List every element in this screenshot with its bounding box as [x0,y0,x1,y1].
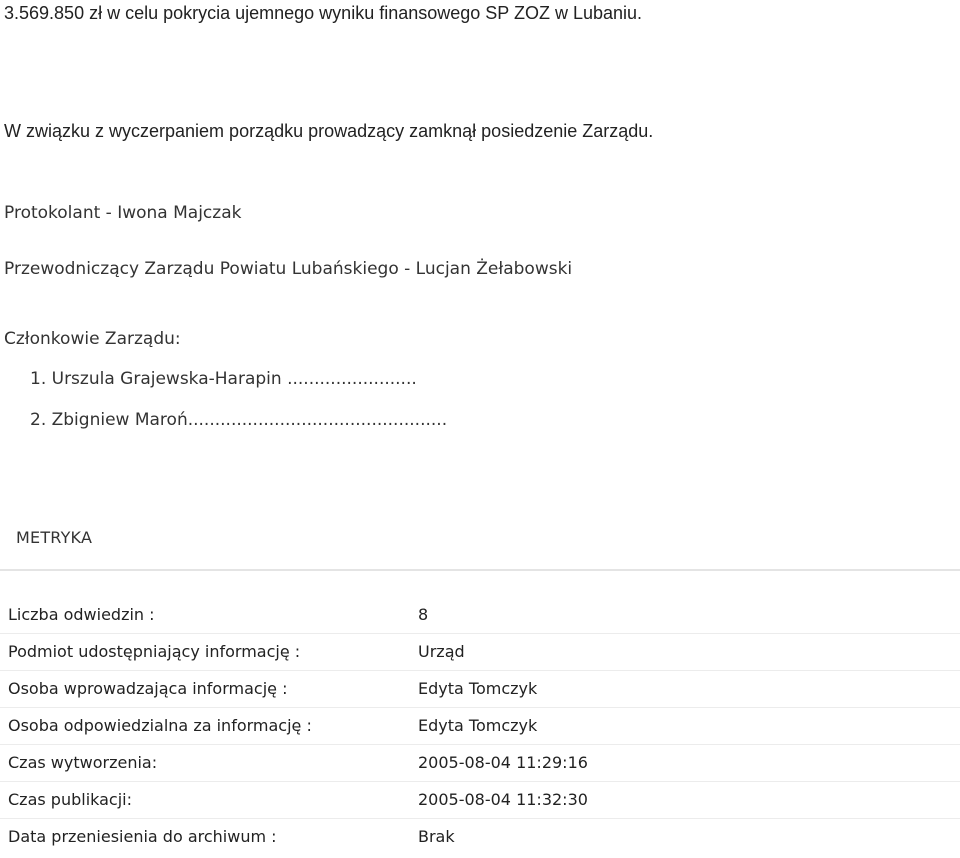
metryka-label: Liczba odwiedzin : [8,605,155,624]
metryka-row-publisher [0,634,960,671]
metryka-value: 2005-08-04 11:32:30 [418,790,588,809]
metryka-value: Edyta Tomczyk [418,679,538,698]
metryka-row-published [0,782,960,819]
metryka-label: Czas publikacji: [8,790,133,809]
metryka-value: Edyta Tomczyk [418,716,538,735]
protocol-author: Protokolant - Iwona Majczak [4,203,242,223]
metryka-label: Osoba odpowiedzialna za informację : [8,716,312,735]
board-chairman: Przewodniczący Zarządu Powiatu Lubańskiego - Lucjan Żełabowski [4,259,573,279]
board-member-1: 1. Urszula Grajewska-Harapin ........................ [30,369,417,389]
metryka-value: 8 [418,605,429,624]
metryka-row-visits [0,597,960,634]
metryka-divider [0,569,960,571]
board-member-2: 2. Zbigniew Maroń................................................ [30,410,448,430]
metryka-label: Podmiot udostępniający informację : [8,642,301,661]
metryka-label: Osoba wprowadzająca informację : [8,679,288,698]
metryka-title: METRYKA [16,528,93,547]
metryka-value: Urząd [418,642,465,661]
board-members-heading: Członkowie Zarządu: [4,329,181,349]
metryka-row-responsible [0,708,960,745]
metryka-table [0,597,960,856]
metryka-value: 2005-08-04 11:29:16 [418,753,588,772]
financial-result-line: 3.569.850 zł w celu pokrycia ujemnego wyniku finansowego SP ZOZ w Lubaniu. [4,3,643,23]
metryka-row-archived [0,819,960,856]
metryka-value: Brak [418,827,455,846]
closing-statement: W związku z wyczerpaniem porządku prowadzący zamknął posiedzenie Zarządu. [4,121,654,141]
metryka-row-entered-by [0,671,960,708]
metryka-row-created [0,745,960,782]
metryka-label: Czas wytworzenia: [8,753,158,772]
metryka-label: Data przeniesienia do archiwum : [8,827,277,846]
